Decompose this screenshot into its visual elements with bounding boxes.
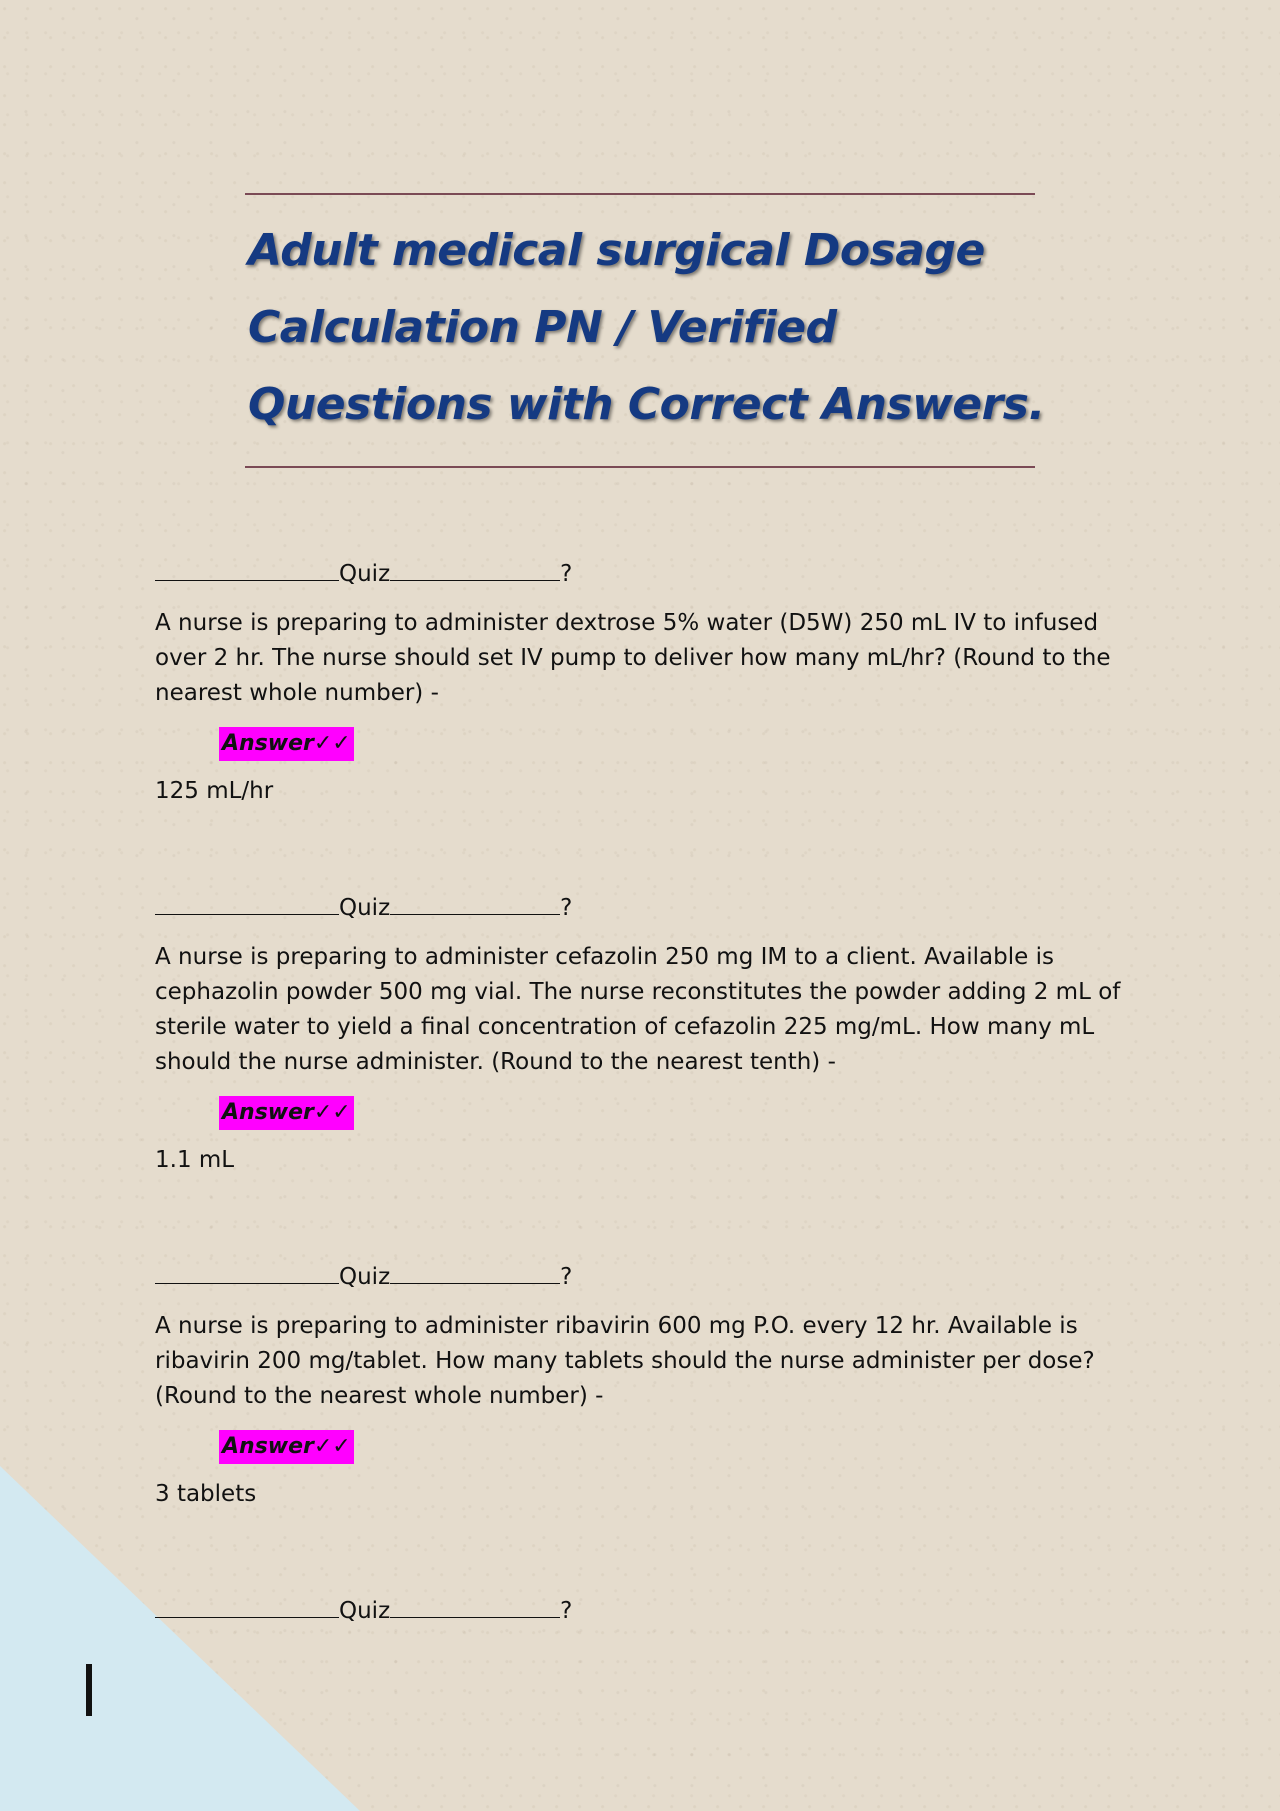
title-line: Calculation PN / Verified [248,302,837,353]
answer-badge: Answer✓✓ [219,1430,354,1464]
quiz-header [155,1595,1125,1625]
question-block-2 [155,892,1125,1176]
title-top-rule [245,193,1035,195]
document-title [248,212,1048,443]
quiz-header [155,558,1125,588]
quiz-label: Quiz [339,561,391,587]
question-block-4 [155,1595,1125,1625]
quiz-label: Quiz [339,1264,391,1290]
question-text: A nurse is preparing to administer ribavirin 600 mg P.O. every 12 hr. Available is ribavirin 200 mg/tablet. How many tablets should the nurse administer per dose? (Round to the nearest whole number) - [155,1313,1095,1409]
answer-badge: Answer✓✓ [219,727,354,761]
answer-badge: Answer✓✓ [219,1096,354,1130]
quiz-header [155,892,1125,922]
title-line: Questions with Correct Answers. [248,379,1045,430]
quiz-header [155,1261,1125,1291]
question-text: A nurse is preparing to administer cefazolin 250 mg IM to a client. Available is cephazolin powder 500 mg vial. The nurse reconstitutes the powder adding 2 mL of sterile water to yield a final concentration of cefazolin 225 mg/mL. How many mL should the nurse administer. (Round to the nearest tenth) - [155,944,1121,1075]
question-text: A nurse is preparing to administer dextrose 5% water (D5W) 250 mL IV to infused over 2 hr. The nurse should set IV pump to deliver how many mL/hr? (Round to the nearest whole number) - [155,610,1111,706]
quiz-question-mark: ? [560,1598,573,1624]
title-line: Adult medical surgical Dosage [248,225,985,276]
decorative-corner [0,1466,360,1811]
answer-text: 125 mL/hr [155,778,274,804]
title-bottom-rule [245,466,1035,468]
question-block-3 [155,1261,1125,1510]
answer-text: 3 tablets [155,1481,257,1507]
quiz-question-mark: ? [560,1264,573,1290]
question-block-1 [155,558,1125,807]
quiz-label: Quiz [339,895,391,921]
quiz-question-mark: ? [560,561,573,587]
quiz-question-mark: ? [560,895,573,921]
decorative-bar [86,1664,92,1716]
quiz-label: Quiz [339,1598,391,1624]
answer-text: 1.1 mL [155,1147,235,1173]
